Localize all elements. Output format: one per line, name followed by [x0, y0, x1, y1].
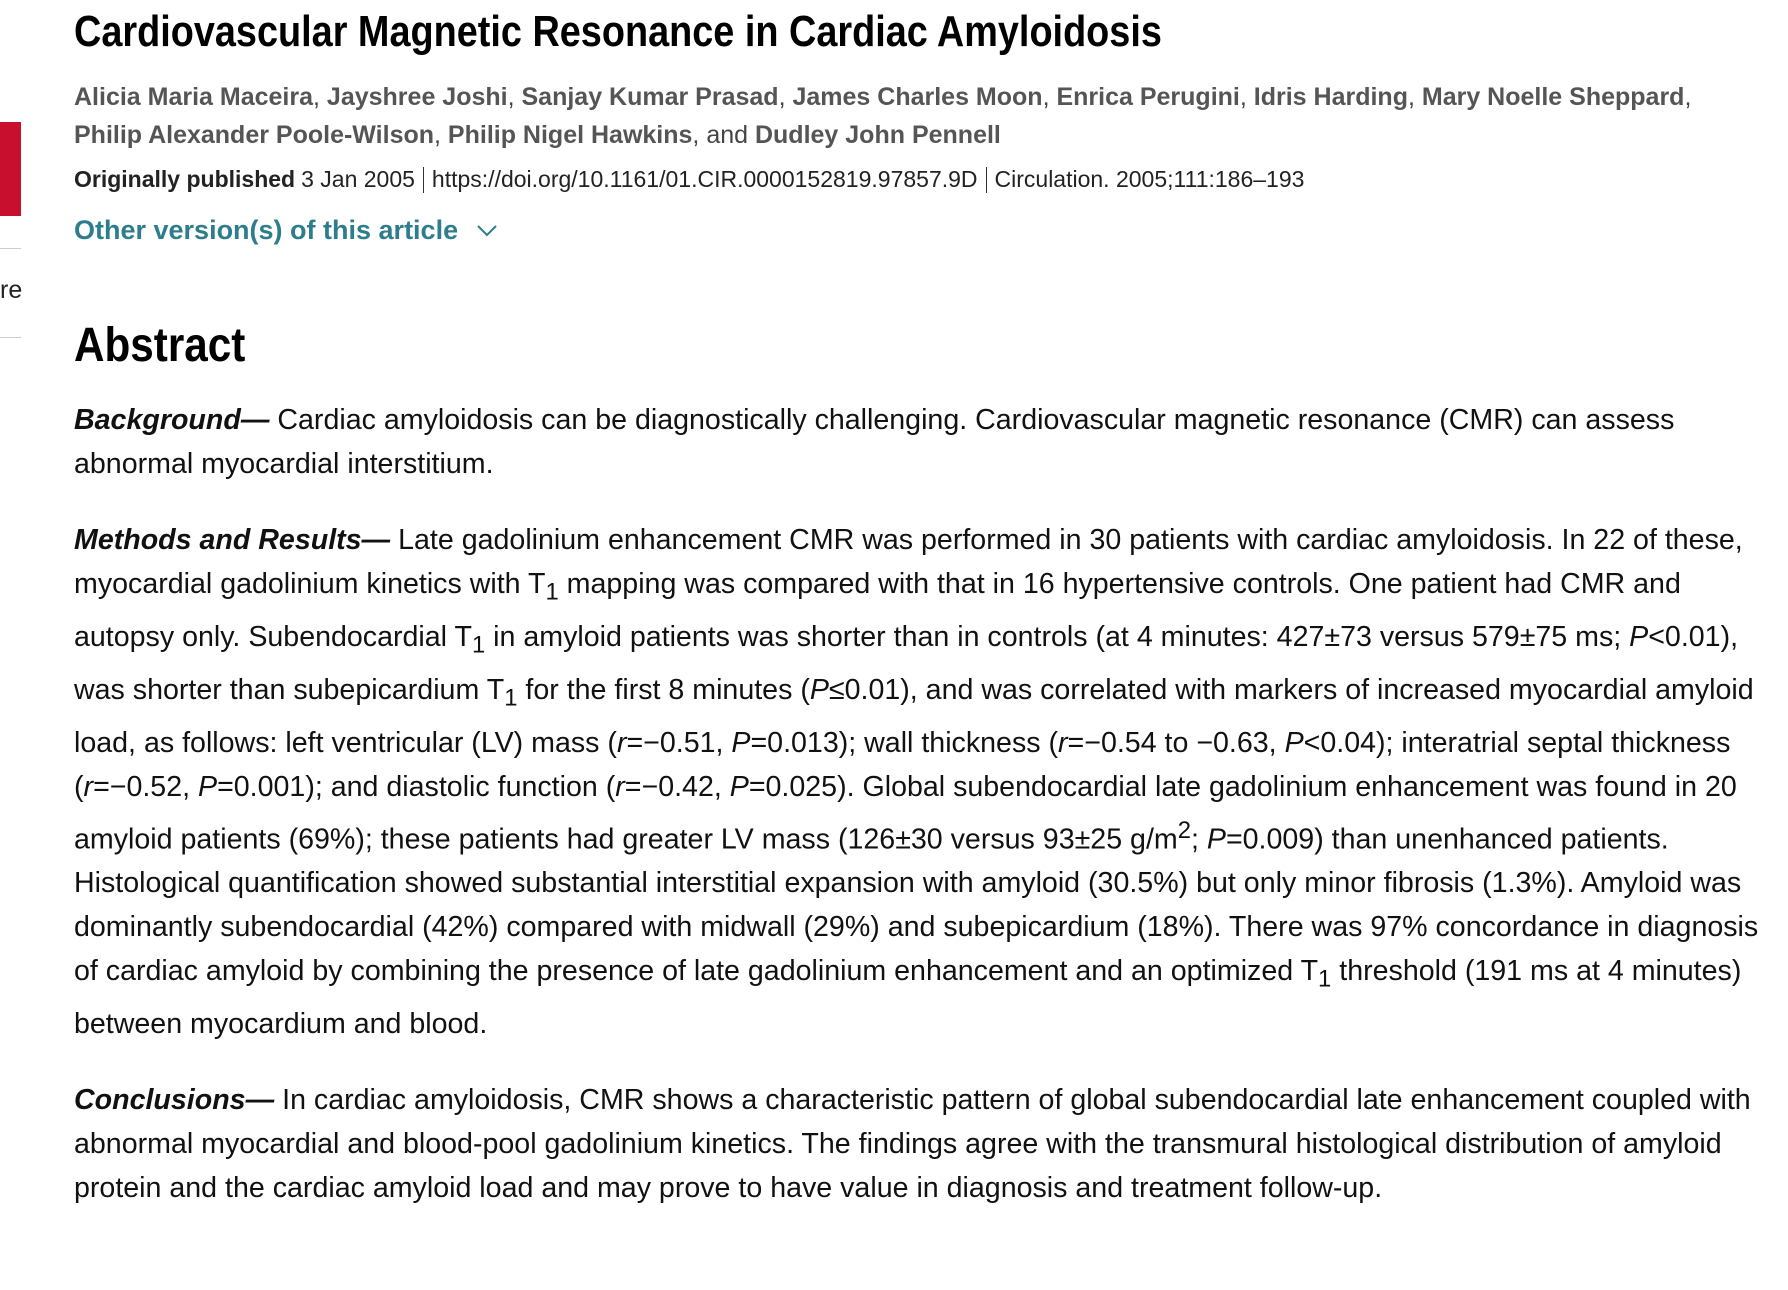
- abstract-background: Background— Cardiac amyloidosis can be diagnostically challenging. Cardiovascular magnetic resonance (CMR) can assess abnormal myocardial interstitium.: [74, 404, 1675, 481]
- section-label: Conclusions—: [74, 1083, 275, 1116]
- sidebar-divider: [0, 337, 21, 338]
- published-date: 3 Jan 2005: [301, 166, 415, 193]
- chevron-down-icon: [476, 224, 498, 238]
- sidebar-partial-label[interactable]: re: [0, 276, 23, 304]
- abstract-methods-results: Methods and Results— Late gadolinium enhancement CMR was performed in 30 patients with cardiac amyloidosis. In 22 of these, myocardial gadolinium kinetics with $T_1$ mapping was compared with that in 16 hypertensive controls. One patient had CMR and autopsy only. Subendocardial $T_1$ in amyloid patients was shorter than in controls (at 4 minutes: 427±73 versus 579±75 ms; P<0.01), was shorter than subepicardium $T_1$ for the first 8 minutes (P≤0.01), and was correlated with markers of increased myocardial amyloid load, as follows: left ventricular (LV) mass (r=−0.51, P=0.013); wall thickness (r=−0.54 to −0.63, P<0.04); interatrial septal thickness (r=−0.52, P=0.001); and diastolic function (r=−0.42, P=0.025). Global subendocardial late gadolinium enhancement was found in 20 amyloid patients (69%); these patients had greater LV mass (126±30 versus 93±25 $g/m^2$; P=0.009) than unenhanced patients. Histological quantification showed substantial interstitial expansion with amyloid (30.5%) but only minor fibrosis (1.3%). Amyloid was dominantly subendocardial (42%) compared with midwall (29%) and subepicardium (18%). There was 97% concordance in diagnosis of cardiac amyloid by combining the presence of late gadolinium enhancement and an optimized $T_1$ threshold (191 ms at 4 minutes) between myocardium and blood.: [74, 524, 1759, 1040]
- author-link[interactable]: Philip Alexander Poole-Wilson: [74, 121, 435, 150]
- author-link[interactable]: Alicia Maria Maceira: [74, 83, 314, 112]
- sidebar-accent-bar: [0, 122, 21, 216]
- author-link[interactable]: Sanjay Kumar Prasad: [521, 83, 779, 112]
- section-label: Methods and Results—: [74, 524, 391, 557]
- other-versions-toggle[interactable]: [74, 215, 1774, 246]
- section-label: Background—: [74, 404, 270, 437]
- author-link[interactable]: Enrica Perugini: [1056, 83, 1240, 112]
- published-label: Originally published: [74, 166, 296, 193]
- author-link[interactable]: Dudley John Pennell: [754, 121, 1001, 150]
- abstract-heading: Abstract: [74, 319, 246, 373]
- doi-link[interactable]: https://doi.org/10.1161/01.CIR.0000152819.97857.9D: [431, 166, 978, 193]
- sidebar-divider: [0, 248, 21, 249]
- author-link[interactable]: Jayshree Joshi: [326, 83, 508, 112]
- author-link[interactable]: James Charles Moon: [792, 83, 1043, 112]
- article-title: Cardiovascular Magnetic Resonance in Cardiac Amyloidosis: [74, 7, 1162, 56]
- author-list: Alicia Maria Maceira, Jayshree Joshi, Sanjay Kumar Prasad, James Charles Moon, Enrica Perugini, Idris Harding, Mary Noelle Sheppard, Philip Alexander Poole-Wilson, Philip Nigel Hawkins, and Dudley John Pennell: [74, 83, 1692, 150]
- author-link[interactable]: Philip Nigel Hawkins: [447, 121, 693, 150]
- citation: Circulation. 2005;111:186–193: [994, 166, 1305, 193]
- other-versions-label: Other version(s) of this article: [74, 215, 459, 246]
- article-main: [74, 0, 1774, 1210]
- divider: [423, 167, 424, 193]
- publication-info: [74, 166, 1774, 193]
- abstract-conclusions: Conclusions— In cardiac amyloidosis, CMR shows a characteristic pattern of global subendocardial late enhancement coupled with abnormal myocardial and blood-pool gadolinium kinetics. The findings agree with the transmural histological distribution of amyloid protein and the cardiac amyloid load and may prove to have value in diagnosis and treatment follow-up.: [74, 1083, 1751, 1204]
- divider: [986, 167, 987, 193]
- author-link[interactable]: Idris Harding: [1253, 83, 1408, 112]
- author-link[interactable]: Mary Noelle Sheppard: [1421, 83, 1685, 112]
